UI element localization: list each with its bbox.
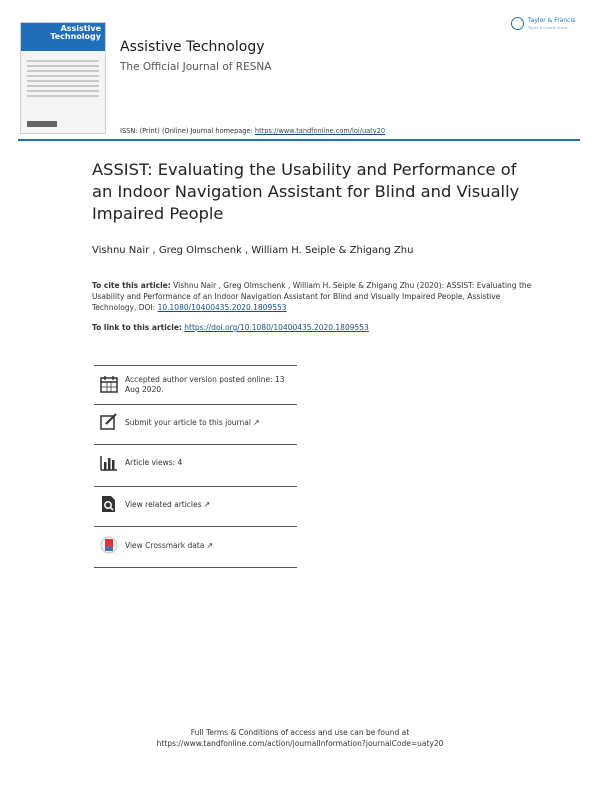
article-url-link[interactable]: https://doi.org/10.1080/10400435.2020.1809553 bbox=[184, 323, 369, 332]
crossmark-item[interactable] bbox=[97, 533, 297, 563]
article-title: ASSIST: Evaluating the Usability and Performance of an Indoor Navigation Assistant for Blind and Visually Impaired People bbox=[92, 160, 520, 223]
related-articles-item[interactable] bbox=[97, 492, 297, 522]
accepted-text: Accepted author version posted online: 13 Aug 2020. bbox=[125, 375, 285, 394]
meta-divider bbox=[94, 567, 297, 568]
journal-subtitle: The Official Journal of RESNA bbox=[120, 61, 272, 73]
publisher-logo-icon bbox=[511, 17, 524, 30]
issn-prefix: ISSN: (Print) (Online) Journal homepage: bbox=[120, 127, 253, 135]
link-to-article bbox=[92, 323, 369, 332]
meta-divider bbox=[94, 404, 297, 405]
publisher-logo-name: Taylor & Francis bbox=[528, 17, 576, 24]
crossmark-icon bbox=[99, 535, 119, 555]
cover-text-lines bbox=[21, 51, 105, 106]
citation-text: Vishnu Nair , Greg Olmschenk , William H. Seiple & Zhigang Zhu (2020): ASSIST: Evaluating the Usability and Performance of an Indoor Navigation Assistant for Blind and Visually Impaired People, Assistive Technology, DOI: bbox=[92, 281, 532, 312]
link-label: To link to this article: bbox=[92, 323, 182, 332]
bar-chart-icon bbox=[99, 452, 119, 472]
external-link-icon: ↗ bbox=[252, 418, 260, 427]
edit-icon bbox=[99, 412, 119, 432]
publisher-logo-tagline: Taylor & Francis Group bbox=[528, 26, 568, 30]
cover-band bbox=[21, 23, 105, 51]
header-divider bbox=[18, 139, 580, 141]
meta-divider bbox=[94, 486, 297, 487]
issn-line bbox=[120, 127, 385, 135]
submit-article-item[interactable] bbox=[97, 410, 297, 440]
meta-divider bbox=[94, 526, 297, 527]
submit-article-link[interactable] bbox=[125, 418, 297, 428]
submit-article-label: Submit your article to this journal bbox=[125, 418, 251, 427]
footer-journal-info-link[interactable]: https://www.tandfonline.com/action/journalInformation?journalCode=uaty20 bbox=[156, 739, 444, 748]
journal-homepage-link[interactable]: https://www.tandfonline.com/loi/uaty20 bbox=[254, 127, 386, 135]
crossmark-label: View Crossmark data bbox=[125, 541, 205, 550]
article-authors: Vishnu Nair , Greg Olmschenk , William H. Seiple & Zhigang Zhu bbox=[92, 245, 414, 256]
footer-terms-text: Full Terms & Conditions of access and use can be found at bbox=[190, 728, 410, 737]
footer bbox=[0, 727, 600, 749]
journal-cover bbox=[20, 22, 106, 134]
citation-block bbox=[92, 280, 532, 313]
related-articles-link[interactable] bbox=[125, 500, 297, 510]
external-link-icon: ↗ bbox=[203, 500, 211, 509]
meta-divider bbox=[94, 365, 297, 366]
external-link-icon: ↗ bbox=[206, 541, 214, 550]
calendar-icon bbox=[99, 374, 119, 394]
accepted-item bbox=[97, 372, 297, 402]
publisher-logo[interactable] bbox=[511, 16, 583, 36]
article-views-item bbox=[97, 450, 297, 480]
article-views-text: Article views: 4 bbox=[125, 458, 183, 467]
crossmark-link[interactable] bbox=[125, 541, 297, 551]
journal-name: Assistive Technology bbox=[120, 39, 265, 55]
cover-publisher-mark bbox=[27, 121, 57, 127]
meta-divider bbox=[94, 444, 297, 445]
doi-link[interactable]: 10.1080/10400435.2020.1809553 bbox=[157, 303, 287, 312]
related-articles-label: View related articles bbox=[125, 500, 202, 509]
cover-title: Assistive Technology bbox=[50, 24, 101, 41]
related-articles-icon bbox=[99, 494, 119, 514]
citation-label: To cite this article: bbox=[92, 281, 171, 290]
